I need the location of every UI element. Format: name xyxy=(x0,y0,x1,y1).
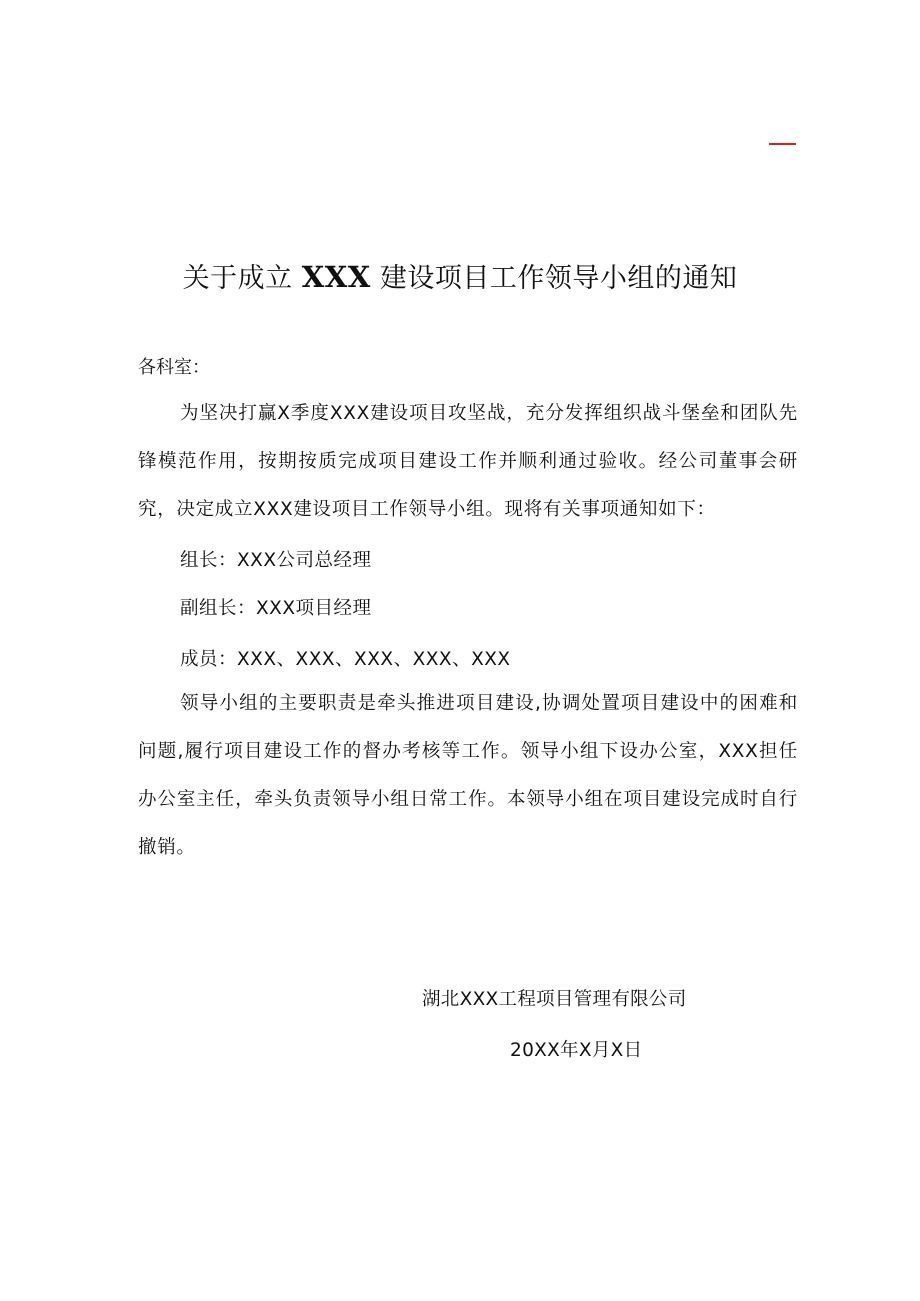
body-paragraph-duties: 领导小组的主要职责是牵头推进项目建设,协调处置项目建设中的困难和问题,履行项目建设工作的督办考核等工作。领导小组下设办公室，XXX担任办公室主任，牵头负责领导小组日常工作。本领导小组在项目建设完成时自行撤销。 xyxy=(138,693,798,858)
title-prefix: 关于成立 xyxy=(182,263,293,294)
document-title xyxy=(0,255,920,301)
salutation: 各科室： xyxy=(138,357,210,378)
group-leader-line: 组长：XXX公司总经理 xyxy=(180,550,372,571)
signature-company: 湖北XXX工程项目管理有限公司 xyxy=(422,989,687,1010)
members-line: 成员：XXX、XXX、XXX、XXX、XXX xyxy=(180,649,511,670)
signature-date: 20XX年X月X日 xyxy=(510,1040,643,1061)
deputy-leader-line: 副组长：XXX项目经理 xyxy=(180,598,372,619)
title-emphasis: XXX xyxy=(301,260,371,294)
title-suffix: 建设项目工作领导小组的通知 xyxy=(379,263,738,294)
red-header-mark xyxy=(769,143,796,145)
body-paragraph-intro: 为坚决打赢X季度XXX建设项目攻坚战，充分发挥组织战斗堡垒和团队先锋模范作用，按期按质完成项目建设工作并顺利通过验收。经公司董事会研究，决定成立XXX建设项目工作领导小组。现将有关事项通知如下： xyxy=(138,403,798,520)
